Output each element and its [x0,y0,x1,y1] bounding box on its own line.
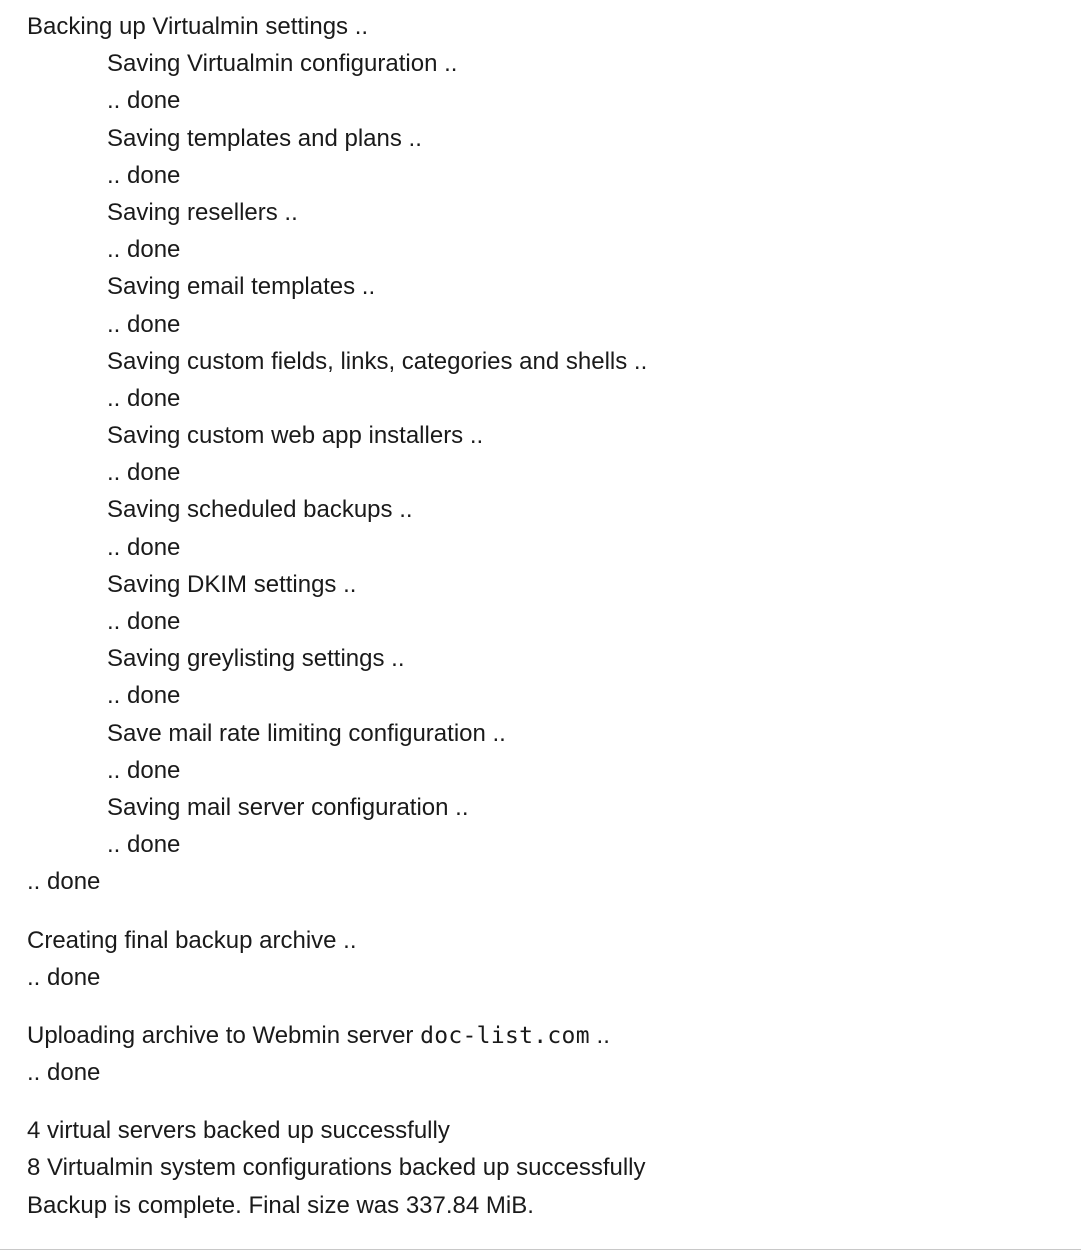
upload-prefix: Uploading archive to Webmin server [27,1021,421,1049]
step-label: Saving custom web app installers .. [107,422,484,450]
backup-settings-status: .. done [27,868,101,896]
step-status: .. done [107,533,181,561]
step-label: Saving DKIM settings .. [107,570,357,598]
step-label: Save mail rate limiting configuration .. [107,719,506,747]
backup-log [27,8,1071,1224]
upload-suffix: .. [589,1021,610,1049]
create-archive-status: .. done [27,963,101,991]
step-status: .. done [107,384,181,412]
step-status: .. done [107,682,181,710]
step-status: .. done [107,756,181,784]
step-status: .. done [107,161,181,189]
upload-status: .. done [27,1059,101,1087]
section-gap [27,901,1071,922]
step-label: Saving email templates .. [107,273,376,301]
backup-settings-heading: Backing up Virtualmin settings .. [27,13,369,40]
step-label: Saving templates and plans .. [107,124,422,152]
create-archive-label: Creating final backup archive .. [27,926,357,954]
step-label: Saving scheduled backups .. [107,496,413,524]
section-gap [27,996,1071,1017]
step-label: Saving resellers .. [107,198,298,226]
step-status: .. done [107,459,181,487]
summary-servers: 4 virtual servers backed up successfully [27,1117,450,1145]
step-status: .. done [107,310,181,338]
section-gap [27,1091,1071,1112]
step-label: Saving greylisting settings .. [107,645,405,673]
step-status: .. done [107,831,181,859]
step-status: .. done [107,87,181,115]
step-status: .. done [107,236,181,264]
upload-server-name: doc-list.com [420,1022,590,1049]
bottom-divider [0,1249,1081,1250]
summary-complete: Backup is complete. Final size was 337.84 MiB. [27,1191,534,1219]
step-label: Saving custom fields, links, categories and shells .. [107,347,648,375]
step-label: Saving Virtualmin configuration .. [107,50,458,78]
upload-line [27,1017,1071,1054]
step-label: Saving mail server configuration .. [107,793,469,821]
summary-configs: 8 Virtualmin system configurations backed up successfully [27,1154,646,1182]
step-status: .. done [107,608,181,635]
